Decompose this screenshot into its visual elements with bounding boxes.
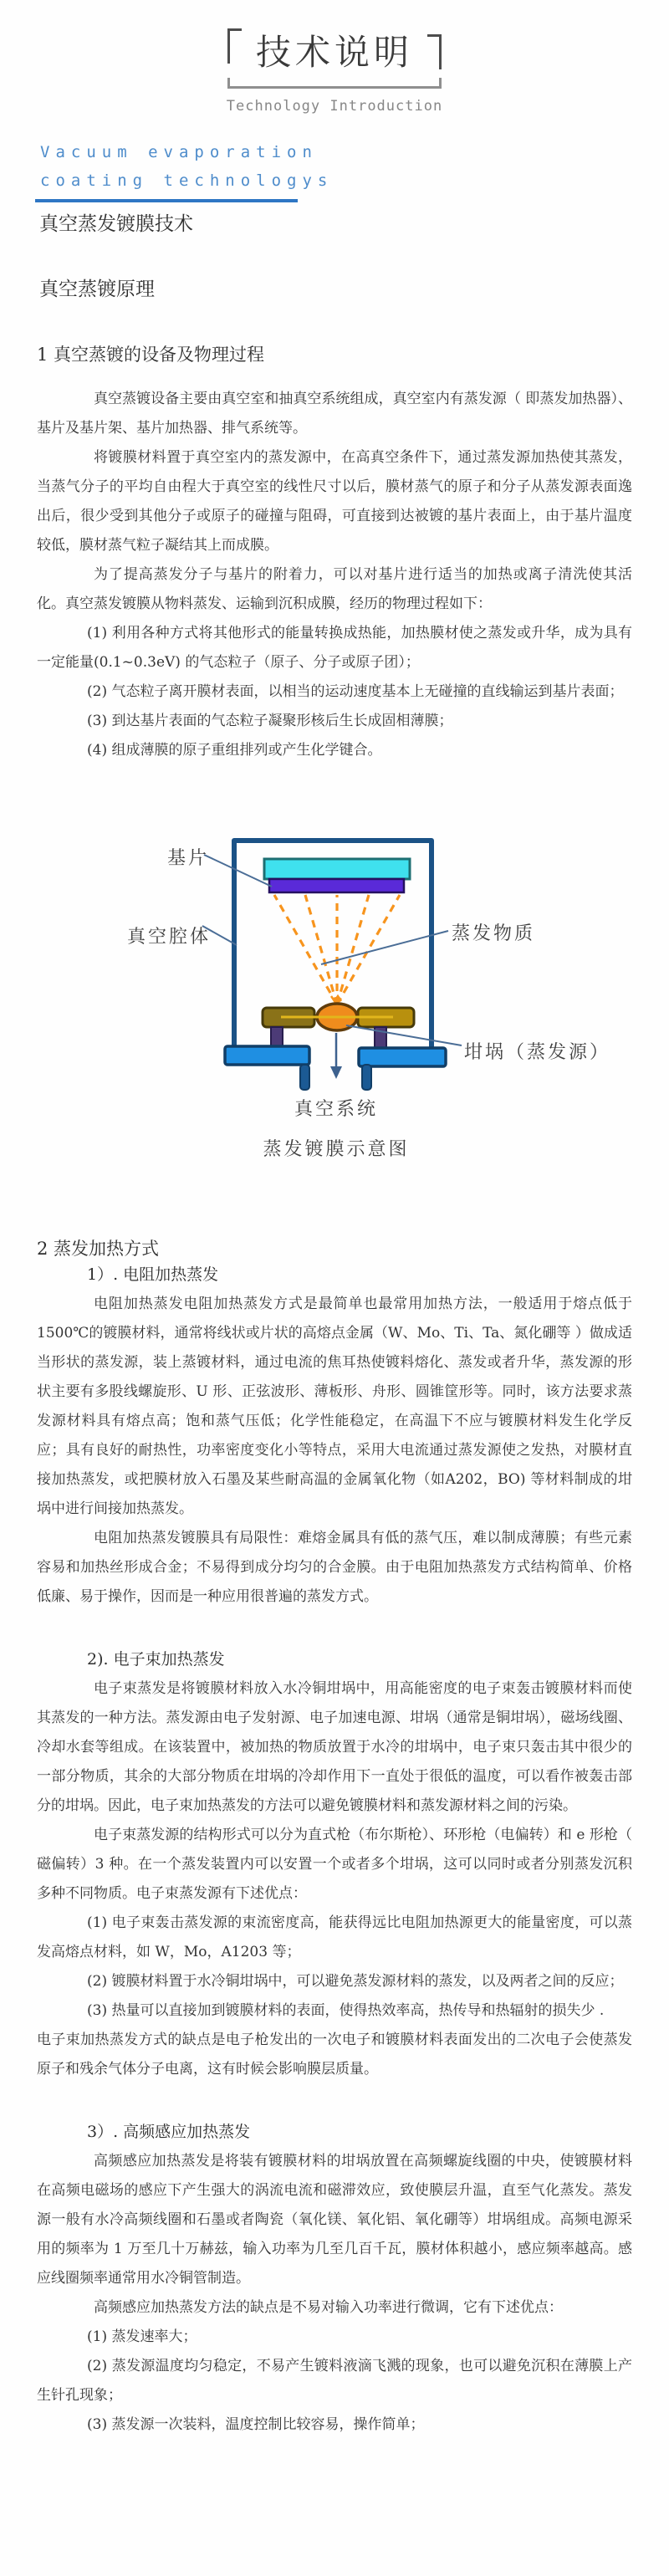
paragraph: 高频感应加热蒸发方法的缺点是不易对输入功率进行微调，它有下述优点： [94, 2299, 563, 2316]
paragraph: 将镀膜材料置于真空室内的蒸发源中，在高真空条件下，通过蒸发源加热使其蒸发，当蒸气分子的平均自由程大于真空室的线性尺寸以后，膜材蒸气的原子和分子从蒸发源表面逸出后，很少受到其他分子或原子的碰撞与阻碍，可直接到达被镀的基片表面上，由于基片温度较低，膜材蒸气粒子凝结其上而成膜。 [37, 449, 632, 554]
diagram-label-crucible: 坩埚（蒸发源） [464, 1042, 611, 1063]
paragraph: 为了提高蒸发分子与基片的附着力，可以对基片进行适当的加热或离子清洗使其活化。真空蒸发镀膜从物料蒸发、运输到沉积成膜，经历的物理过程如下： [37, 566, 632, 612]
list-item: (3) 蒸发源一次装料，温度控制比较容易，操作简单； [87, 2416, 425, 2433]
document-header [0, 0, 669, 115]
base-platform-left [225, 1046, 309, 1065]
section1-body [0, 385, 669, 765]
paragraph: 电阻加热蒸发电阻加热蒸发方式是最简单也最常用加热方法，一般适用于熔点低于 1500℃的镀膜材料，通常将线状或片状的高熔点金属（W、Mo、Ti、Ta、氮化硼等 ）做成适当形状的蒸发源，装上蒸镀材料，通过电流的焦耳热使镀料熔化、蒸发或者升华，蒸发源的形状主要有多股线螺旋形、U 形、正弦波形、薄板形、舟形、圆锥筐形等。同时，该方法要求蒸发源材料具有熔点高；饱和蒸气压低；化学性能稳定，在高温下不应与镀膜材料发生化学反应；具有良好的耐热性，功率密度变化小等特点，采用大电流通过蒸发源使之发热，对膜材直接加热蒸发，或把膜材放入石墨及某些耐高温的金属氧化物（如A202，BO) 等材料制成的坩埚中进行间接加热蒸发。 [37, 1296, 632, 1517]
english-heading-line2: coating technologys [40, 171, 334, 190]
section2-heading: 2 蒸发加热方式 [37, 1239, 160, 1259]
vapor-rays [274, 895, 400, 1004]
chinese-subtitle: 真空蒸镀原理 [39, 279, 155, 300]
paragraph: 电子束蒸发源的结构形式可以分为直式枪（布尔斯枪）、环形枪（电偏转）和 e 形枪（ 磁偏转）3 种。在一个蒸发装置内可以安置一个或者多个坩埚，这可以同时或者分别蒸发沉积多种不同物质。电子束蒸发源有下述优点： [37, 1827, 632, 1902]
list-item: (2) 镀膜材料置于水冷铜坩埚中，可以避免蒸发源材料的蒸发，以及两者之间的反应； [87, 1973, 624, 1990]
page-title: 技术说明 [255, 32, 413, 73]
diagram-label-chamber: 真空腔体 [127, 927, 212, 948]
list-item: (3) 热量可以直接加到镀膜材料的表面，使得热效率高，热传导和热辐射的损失少 . [87, 2002, 605, 2019]
pump-arrow-head-icon [330, 1066, 342, 1079]
diagram-svg [115, 832, 617, 1165]
list-item: (4) 组成薄膜的原子重组排列或产生化学键合。 [87, 742, 382, 759]
diagram-label-vacuum-system: 真空系统 [294, 1099, 379, 1120]
accent-bar [35, 199, 298, 202]
list-item: (3) 到达基片表面的气态粒子凝聚形核后生长成固相薄膜； [87, 713, 453, 729]
list-item: (1) 蒸发速率大； [87, 2328, 197, 2345]
title-bracket-left-icon [227, 28, 242, 64]
section1-heading: 1 真空蒸镀的设备及物理过程 [37, 345, 265, 365]
diagram-label-substrate: 基片 [167, 848, 210, 869]
diagram-label-vapor: 蒸发物质 [452, 923, 536, 944]
subsection1-heading: 1）. 电阻加热蒸发 [87, 1265, 219, 1284]
english-heading-line1: Vacuum evaporation [40, 143, 318, 161]
subsection2-heading: 2). 电子束加热蒸发 [87, 1650, 225, 1669]
english-heading [40, 138, 632, 195]
title-frame [227, 18, 442, 89]
chinese-title: 真空蒸发镀膜技术 [39, 213, 193, 235]
diagram-caption: 蒸发镀膜示意图 [263, 1139, 410, 1160]
evaporation-diagram [115, 832, 617, 1165]
section2-body [0, 1260, 669, 2440]
substrate-holder [264, 859, 410, 879]
paragraph: 电子束加热蒸发方式的缺点是电子枪发出的一次电子和镀膜材料表面发出的二次电子会使蒸发原子和残余气体分子电离，这有时候会影响膜层质量。 [37, 2032, 632, 2078]
subsection3-heading: 3）. 高频感应加热蒸发 [87, 2123, 251, 2141]
substrate [269, 879, 404, 892]
base-platform-right [359, 1048, 446, 1066]
paragraph: 电子束蒸发是将镀膜材料放入水冷铜坩埚中，用高能密度的电子束轰击镀膜材料而使其蒸发的一种方法。蒸发源由电子发射源、电子加速电源、坩埚（通常是铜坩埚），磁场线圈、冷却水套等组成。在该装置中，被加热的物质放置于水冷的坩埚中，电子束只轰击其中很少的一部分物质，其余的大部分物质在坩埚的冷却作用下一直处于很低的温度，可以看作被轰击部分的坩埚。因此，电子束加热蒸发的方法可以避免镀膜材料和蒸发源材料之间的污染。 [37, 1680, 632, 1814]
title-bracket-right-icon [427, 34, 442, 69]
title-underline-box [227, 78, 442, 89]
duct-wall-right [362, 1065, 371, 1090]
duct-wall-left [300, 1065, 309, 1090]
list-item: (2) 蒸发源温度均匀稳定，不易产生镀料液滴飞溅的现象，也可以避免沉积在薄膜上产生针孔现象； [37, 2358, 632, 2404]
paragraph: 高频感应加热蒸发是将装有镀膜材料的坩埚放置在高频螺旋线圈的中央，使镀膜材料在高频电磁场的感应下产生强大的涡流电流和磁滞效应，致使膜层升温，直至气化蒸发。蒸发源一般有水冷高频线圈和石墨或者陶瓷（氧化镁、氧化铝、氧化硼等）坩埚组成。高频电源采用的频率为 1 万至几十万赫兹，输入功率为几至几百千瓦，膜材体积越小，感应频率越高。感应线圈频率通常用水冷铜管制造。 [37, 2153, 632, 2287]
paragraph: 真空蒸镀设备主要由真空室和抽真空系统组成，真空室内有蒸发源（ 即蒸发加热器）、基片及基片架、基片加热器、排气系统等。 [37, 391, 632, 437]
list-item: (2) 气态粒子离开膜材表面，以相当的运动速度基本上无碰撞的直线输运到基片表面； [87, 683, 624, 700]
page-subtitle: Technology Introduction [226, 98, 443, 115]
list-item: (1) 电子束轰击蒸发源的束流密度高，能获得远比电阻加热源更大的能量密度，可以蒸发高熔点材料，如 W，Mo，A1203 等； [37, 1914, 632, 1960]
paragraph: 电阻加热蒸发镀膜具有局限性：难熔金属具有低的蒸气压，难以制成薄膜；有些元素容易和加热丝形成合金；不易得到成分均匀的合金膜。由于电阻加热蒸发方式结构简单、价格低廉、易于操作，因而是一种应用很普遍的蒸发方式。 [37, 1530, 632, 1605]
vapor-burst-icon [331, 996, 341, 1001]
list-item: (1) 利用各种方式将其他形式的能量转换成热能，加热膜材使之蒸发或升华，成为具有一定能量(0.1~0.3eV) 的气态粒子（原子、分子或原子团）； [37, 625, 632, 671]
